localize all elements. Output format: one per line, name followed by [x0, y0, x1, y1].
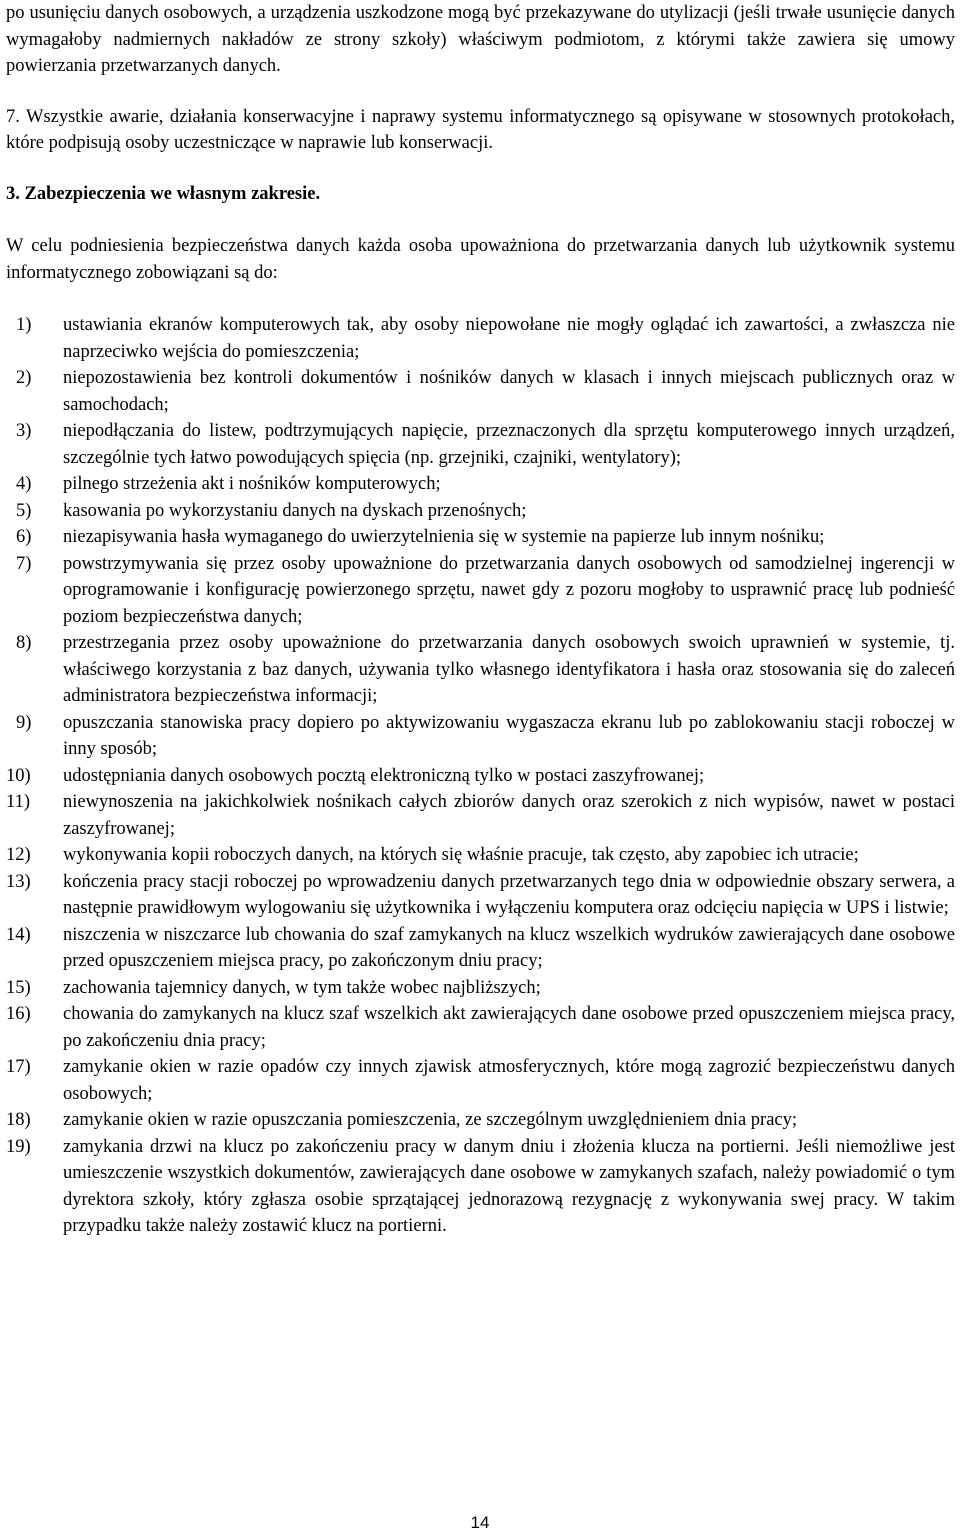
list-item — [6, 471, 955, 498]
list-item — [6, 842, 955, 869]
list-item-number: 11) — [6, 792, 30, 812]
continuation-paragraph: po usunięciu danych osobowych, a urządzenia uszkodzone mogą być przekazywane do utylizacji (jeśli trwałe usunięcie danych wymagałoby nadmiernych nakładów ze strony szkoły) właściwym podmiotom, z którymi także zawiera się umowy powierzania przetwarzanych danych. — [6, 3, 955, 76]
list-item-text: udostępniania danych osobowych pocztą elektroniczną tylko w postaci zaszyfrowanej; — [63, 765, 705, 786]
list-item-text: pilnego strzeżenia akt i nośników komputerowych; — [63, 474, 441, 494]
list-item-text: opuszczania stanowiska pracy dopiero po aktywizowaniu wygaszacza ekranu lub po zablokowaniu stacji roboczej w inny sposób; — [63, 712, 955, 759]
list-item — [6, 763, 955, 790]
list-item — [6, 312, 955, 365]
list-item-number: 7) — [16, 553, 32, 574]
list-item-number: 1) — [16, 315, 32, 335]
list-item-number: 15) — [6, 977, 31, 998]
intro-paragraph: W celu podniesienia bezpieczeństwa danych każda osoba upoważniona do przetwarzania danych lub użytkownik systemu informatycznego zobowiązani są do: — [6, 236, 955, 283]
list-item-number: 2) — [16, 368, 32, 388]
list-item-number: 6) — [16, 527, 32, 547]
list-item — [6, 710, 955, 763]
list-item — [6, 551, 955, 631]
list-item-number: 4) — [16, 474, 32, 494]
list-item-number: 18) — [6, 1110, 31, 1130]
list-item — [6, 498, 955, 525]
list-item — [6, 365, 955, 418]
list-item — [6, 1134, 955, 1240]
list-item-text: chowania do zamykanych na klucz szaf wszelkich akt zawierających dane osobowe przed opuszczeniem miejsca pracy, po zakończeniu dnia pracy; — [63, 1004, 955, 1051]
list-item-text: kasowania po wykorzystaniu danych na dyskach przenośnych; — [63, 500, 527, 521]
list-item-text: zamykanie okien w razie opuszczania pomieszczenia, ze szczególnym uwzględnieniem dnia pracy; — [63, 1110, 798, 1130]
document-page — [6, 0, 955, 1240]
page-number: 14 — [470, 1513, 490, 1532]
list-item-number: 14) — [6, 924, 31, 945]
list-item — [6, 524, 955, 551]
obligations-list — [6, 312, 955, 1240]
list-item-text: przestrzegania przez osoby upoważnione do przetwarzania danych osobowych swoich uprawnień w systemie, tj. właściwego korzystania z baz danych, używania tylko własnego identyfikatora i hasła oraz stosowania się do zaleceń administratora bezpieczeństwa informacji; — [63, 633, 955, 706]
item-7-paragraph: 7. Wszystkie awarie, działania konserwacyjne i naprawy systemu informatycznego są opisywane w stosownych protokołach, które podpisują osoby uczestniczące w naprawie lub konserwacji. — [6, 106, 955, 153]
list-item-number: 12) — [6, 845, 31, 865]
list-item — [6, 975, 955, 1002]
list-item-number: 8) — [16, 633, 32, 653]
list-item — [6, 1107, 955, 1134]
list-item — [6, 1001, 955, 1054]
list-item-text: niszczenia w niszczarce lub chowania do szaf zamykanych na klucz wszelkich wydruków zawierających dane osobowe przed opuszczeniem miejsca pracy, po zakończonym dniu pracy; — [63, 924, 955, 971]
list-item-text: zamykania drzwi na klucz po zakończeniu pracy w danym dniu i złożenia klucza na portierni. Jeśli niemożliwe jest umieszczenie wszystkich dokumentów, zawierających dane osobowe w zamykanych szafach, należy powiadomić o tym dyrektora szkoły, który zgłasza osobie sprzątającej jednorazową rezygnację z wykonywania swej pracy. W takim przypadku także należy zostawić klucz na portierni. — [63, 1136, 955, 1236]
list-item-text: niewynoszenia na jakichkolwiek nośnikach całych zbiorów danych oraz szerokich z nich wypisów, nawet w postaci zaszyfrowanej; — [63, 792, 955, 839]
list-item-number: 16) — [6, 1004, 31, 1024]
section-heading: 3. Zabezpieczenia we własnym zakresie. — [6, 183, 321, 204]
list-item-number: 9) — [16, 712, 32, 733]
list-item-number: 17) — [6, 1057, 31, 1077]
list-item-number: 13) — [6, 871, 31, 892]
list-item-text: ustawiania ekranów komputerowych tak, aby osoby niepowołane nie mogły oglądać ich zawartości, a zwłaszcza nie naprzeciwko wejścia do pomieszczenia; — [63, 315, 955, 362]
list-item-text: zachowania tajemnicy danych, w tym także wobec najbliższych; — [63, 977, 541, 998]
list-item — [6, 789, 955, 842]
list-item — [6, 922, 955, 975]
list-item-text: zamykanie okien w razie opadów czy innych zjawisk atmosferycznych, które mogą zagrozić bezpieczeństwu danych osobowych; — [63, 1057, 955, 1104]
list-item — [6, 630, 955, 710]
list-item-text: niepozostawienia bez kontroli dokumentów i nośników danych w klasach i innych miejscach publicznych oraz w samochodach; — [63, 368, 955, 415]
list-item — [6, 869, 955, 922]
list-item-number: 3) — [16, 421, 32, 441]
list-item-number: 19) — [6, 1136, 31, 1157]
list-item-text: wykonywania kopii roboczych danych, na których się właśnie pracuje, tak często, aby zapobiec ich utracie; — [63, 845, 859, 865]
list-item-text: kończenia pracy stacji roboczej po wprowadzeniu danych przetwarzanych tego dnia w odpowiednie obszary serwera, a następnie prawidłowym wylogowaniu się użytkownika i wyłączeniu komputera oraz odcięciu napięcia w UPS i listwie; — [63, 871, 955, 918]
list-item-text: niezapisywania hasła wymaganego do uwierzytelnienia się w systemie na papierze lub innym nośniku; — [63, 527, 825, 547]
list-item-text: niepodłączania do listew, podtrzymujących napięcie, przeznaczonych dla sprzętu komputerowego innych urządzeń, szczególnie tych łatwo powodujących spięcia (np. grzejniki, czajniki, wentylatory); — [63, 421, 955, 468]
list-item-number: 10) — [6, 765, 31, 786]
list-item-text: powstrzymywania się przez osoby upoważnione do przetwarzania danych osobowych od samodzielnej ingerencji w oprogramowanie i konfigurację powierzonego sprzętu, nawet gdy z pozoru mogłoby to usprawnić pracę lub podnieść poziom bezpieczeństwa danych; — [63, 553, 955, 627]
list-item — [6, 418, 955, 471]
list-item — [6, 1054, 955, 1107]
list-item-number: 5) — [16, 500, 32, 521]
